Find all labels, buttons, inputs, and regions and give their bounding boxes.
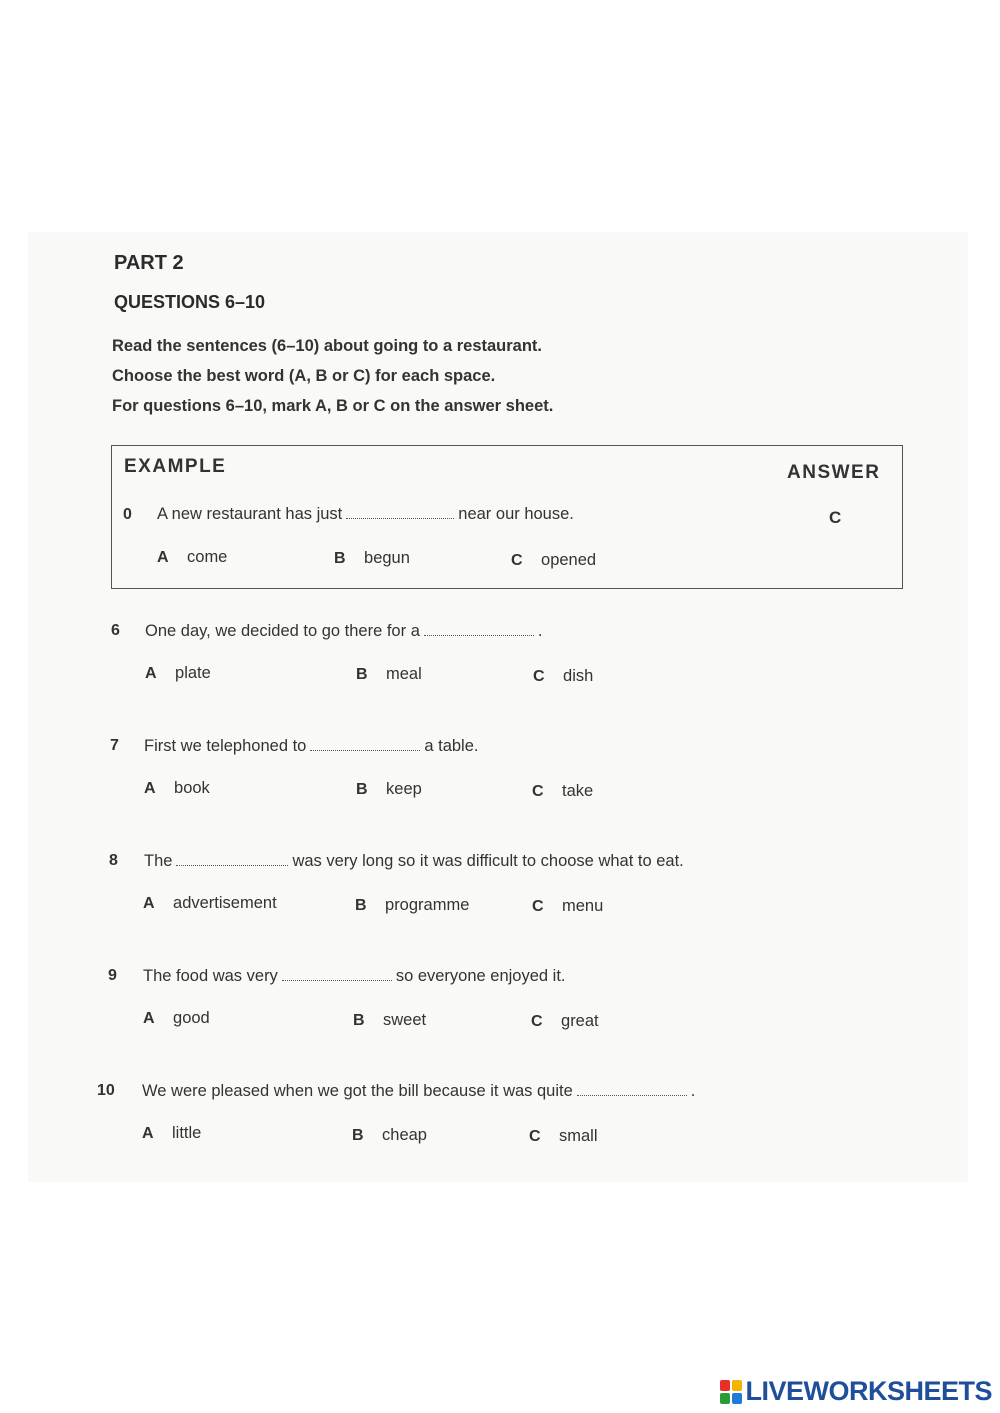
option-letter: A	[145, 665, 157, 682]
logo-text: LIVEWORKSHEETS	[745, 1376, 992, 1406]
option-letter: B	[356, 666, 368, 683]
question-6-option-b[interactable]	[356, 665, 422, 684]
logo-square-blue	[732, 1393, 742, 1404]
sentence-text-after: near our house.	[458, 505, 574, 523]
option-word: good	[173, 1009, 210, 1027]
logo-square-yellow	[732, 1380, 742, 1391]
logo-square-red	[720, 1380, 730, 1391]
option-letter: B	[356, 781, 368, 798]
option-word: meal	[386, 665, 422, 683]
example-option-c	[511, 551, 596, 570]
question-10-option-a[interactable]	[142, 1124, 201, 1143]
part-title: PART 2	[114, 252, 184, 274]
question-9-number: 9	[108, 967, 117, 984]
option-word: take	[562, 782, 594, 800]
option-word: sweet	[383, 1011, 427, 1029]
question-6-option-c[interactable]	[533, 667, 593, 686]
option-word: book	[174, 779, 210, 797]
question-8-number: 8	[109, 852, 118, 869]
option-word: programme	[385, 896, 470, 914]
option-letter: C	[531, 1013, 543, 1030]
answer-label: ANSWER	[787, 462, 881, 483]
logo-mark-icon	[720, 1380, 742, 1404]
answer-blank[interactable]	[282, 979, 392, 981]
question-6-sentence	[145, 622, 542, 641]
sentence-text-before: The food was very	[143, 967, 278, 985]
question-8-sentence	[144, 852, 684, 871]
answer-blank[interactable]	[176, 864, 288, 866]
example-option-a	[157, 548, 227, 567]
option-word: great	[561, 1012, 599, 1030]
option-letter: A	[143, 895, 155, 912]
question-7-option-c[interactable]	[532, 782, 593, 801]
question-9-option-b[interactable]	[353, 1011, 426, 1030]
sentence-text-before: The	[144, 852, 173, 870]
logo-square-green	[720, 1393, 730, 1404]
option-word: come	[187, 548, 228, 566]
example-answer: C	[829, 508, 842, 527]
question-9-option-c[interactable]	[531, 1012, 599, 1031]
question-10-sentence	[142, 1082, 695, 1101]
example-option-b	[334, 549, 410, 568]
sentence-text-before: We were pleased when we got the bill because it was quite	[142, 1082, 573, 1100]
question-9-sentence	[143, 967, 566, 986]
question-7-sentence	[144, 737, 478, 756]
option-word: menu	[562, 897, 604, 915]
question-8-option-a[interactable]	[143, 894, 277, 913]
sentence-text-before: One day, we decided to go there for a	[145, 622, 420, 640]
option-letter: A	[142, 1125, 154, 1142]
question-6-number: 6	[111, 622, 120, 639]
option-word: plate	[175, 664, 211, 682]
question-7-option-b[interactable]	[356, 780, 422, 799]
option-letter: B	[334, 550, 346, 567]
answer-blank[interactable]	[310, 749, 420, 751]
option-letter: A	[143, 1010, 155, 1027]
question-6-option-a[interactable]	[145, 664, 211, 683]
instruction-line-1: Read the sentences (6–10) about going to a restaurant.	[112, 337, 543, 355]
sentence-text-after: a table.	[424, 737, 479, 755]
option-letter: B	[353, 1012, 365, 1029]
sentence-text-before: First we telephoned to	[144, 737, 307, 755]
option-word: little	[172, 1124, 202, 1142]
option-word: opened	[541, 551, 597, 569]
example-label: EXAMPLE	[124, 456, 227, 477]
option-word: cheap	[382, 1126, 427, 1144]
example-sentence	[157, 505, 574, 524]
questions-title: QUESTIONS 6–10	[114, 292, 266, 312]
option-word: advertisement	[173, 894, 277, 912]
option-letter: C	[529, 1128, 541, 1145]
option-letter: C	[532, 783, 544, 800]
sentence-text-after: .	[690, 1082, 696, 1100]
sentence-text-after: .	[537, 622, 543, 640]
question-9-option-a[interactable]	[143, 1009, 210, 1028]
sentence-text-after: so everyone enjoyed it.	[395, 967, 566, 985]
instruction-line-3: For questions 6–10, mark A, B or C on the answer sheet.	[112, 397, 554, 415]
question-8-option-b[interactable]	[355, 896, 469, 915]
option-letter: B	[352, 1127, 364, 1144]
option-word: keep	[386, 780, 422, 798]
instruction-line-2: Choose the best word (A, B or C) for each space.	[112, 367, 496, 385]
option-letter: C	[533, 668, 545, 685]
option-letter: C	[511, 552, 523, 569]
example-number: 0	[123, 506, 132, 523]
option-word: small	[559, 1127, 598, 1145]
option-letter: A	[144, 780, 156, 797]
question-10-number: 10	[97, 1082, 115, 1099]
option-letter: A	[157, 549, 169, 566]
option-letter: C	[532, 898, 544, 915]
sentence-text-after: was very long so it was difficult to choose what to eat.	[292, 852, 684, 870]
question-10-option-c[interactable]	[529, 1127, 598, 1146]
question-7-number: 7	[110, 737, 119, 754]
liveworksheets-logo[interactable]	[720, 1376, 992, 1407]
question-10-option-b[interactable]	[352, 1126, 427, 1145]
answer-blank	[346, 517, 454, 519]
question-7-option-a[interactable]	[144, 779, 210, 798]
question-8-option-c[interactable]	[532, 897, 603, 916]
option-word: begun	[364, 549, 410, 567]
answer-blank[interactable]	[577, 1094, 687, 1096]
option-letter: B	[355, 897, 367, 914]
answer-blank[interactable]	[424, 634, 534, 636]
sentence-text-before: A new restaurant has just	[157, 505, 343, 523]
option-word: dish	[563, 667, 594, 685]
